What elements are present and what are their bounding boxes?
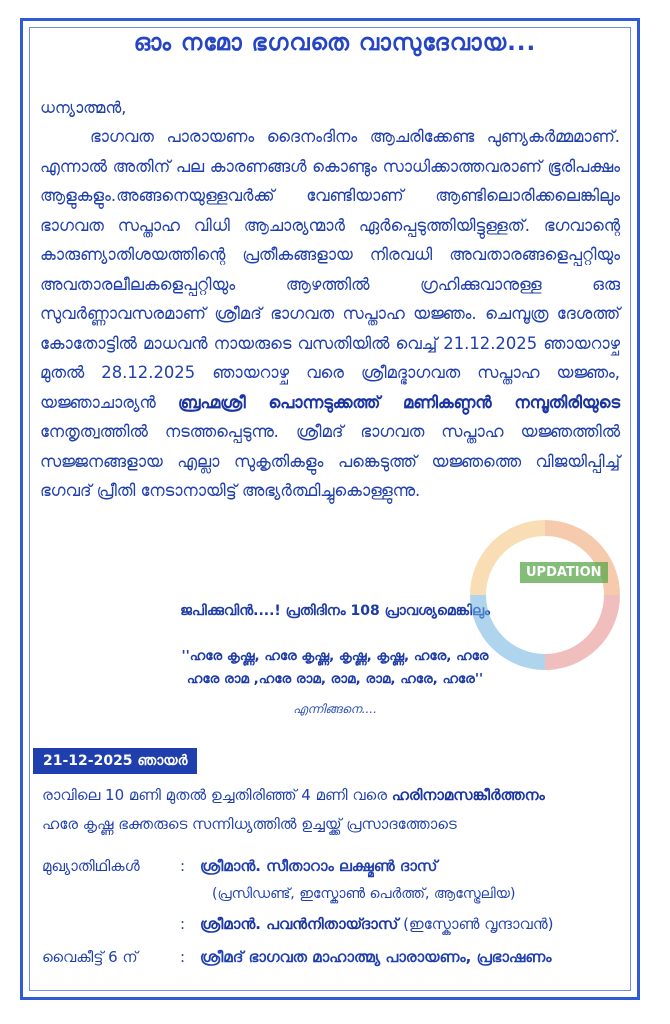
program-line-2: ഹരേ കൃഷ്ണ ഭക്തരുടെ സന്നിധ്യത്തിൽ ഉച്ചയ്ക്ക് പ്രസാദത്തോടെ xyxy=(42,815,457,833)
acharya-name: ബ്രഹ്മശ്രീ പൊന്നടുക്കത്ത് മണികണ്ഠൻ നമ്പൂതിരിയുടെ xyxy=(178,392,620,412)
watermark-badge: UPDATION xyxy=(520,562,608,583)
paragraph-part-2: നേതൃത്വത്തിൽ നടത്തപ്പെടുന്നു. ശ്രീമദ് ഭാഗവത സപ്താഹ യജ്ഞത്തിൽ സജ്ജനങ്ങളായ എല്ലാ സുകൃതികളും പങ്കെടുത്ത് യജ്ഞത്തെ വിജയിപ്പിച്ച് ഭഗവദ് പ്രീതി നേടാനായിട്ട് അഭ്യർത്ഥിച്ചുകൊള്ളുന്നു. xyxy=(40,422,620,500)
guest-2-name: ശ്രീമാൻ. പവൻനിതായ്ദാസ് xyxy=(200,915,399,933)
date-badge: 21-12-2025 ഞായർ xyxy=(33,748,197,774)
evening-colon: : xyxy=(180,948,186,966)
evening-label: വൈകീട്ട് 6 ന് xyxy=(42,948,138,966)
program-time: രാവിലെ 10 മണി മുതൽ ഉച്ചതിരിഞ്ഞ് 4 മണി വരെ xyxy=(42,786,392,804)
guests-label: മുഖ്യാതിഥികൾ xyxy=(42,857,140,875)
guests-colon: : xyxy=(180,857,186,875)
guest-2 xyxy=(200,915,553,933)
chant-intro: ജപിക്കുവിൻ....! പ്രതിദിനം 108 പ്രാവശ്യമെങ്കിലും xyxy=(180,603,490,619)
guest-2-colon: : xyxy=(180,915,186,933)
watermark-logo-icon xyxy=(470,520,620,670)
mantra-line-1: ''ഹരേ കൃഷ്ണ, ഹരേ കൃഷ്ണ, കൃഷ്ണ, കൃഷ്ണ, ഹരേ, ഹരേ xyxy=(181,648,489,664)
program-line-1 xyxy=(42,786,545,804)
guest-1-name: ശ്രീമാൻ. സീതാറാം ലക്ഷ്മൺ ദാസ് xyxy=(200,857,438,875)
salutation: ധന്യാത്മൻ, xyxy=(40,98,127,117)
guest-2-detail: (ഇസ്കോൺ വൃന്ദാവൻ) xyxy=(398,915,554,933)
invitation-paragraph xyxy=(40,122,620,506)
mantra-line-2: ഹരേ രാമ ,ഹരേ രാമ, രാമ, രാമ, ഹരേ, ഹരേ'' xyxy=(186,671,484,687)
guest-1-detail: (പ്രസിഡണ്ട്, ഇസ്കോൺ പെർത്ത്, ആസ്ട്രേലിയ) xyxy=(212,886,516,902)
program-event: ഹരിനാമസങ്കീർത്തനം xyxy=(391,786,545,804)
mantra-suffix: എന്നിങ്ങനെ.... xyxy=(293,702,377,716)
page-title: ഓം നമോ ഭഗവതെ വാസുദേവായ... xyxy=(133,30,537,56)
evening-event: ശ്രീമദ് ഭാഗവത മാഹാത്മ്യ പാരായണം, പ്രഭാഷണം xyxy=(200,948,552,966)
paragraph-part-1: ഭാഗവത പാരായണം ദൈനംദിനം ആചരിക്കേണ്ട പുണ്യകർമ്മമാണ്. എന്നാൽ അതിന് പല കാരണങ്ങൾ കൊണ്ടും സാധിക്കാത്തവരാണ് ഭൂരിപക്ഷം ആളുകളും.അങ്ങനെയുള്ളവർക്ക് വേണ്ടിയാണ് ആണ്ടിലൊരിക്കലെങ്കിലും ഭാഗവത സപ്താഹ വിധി ആചാര്യന്മാർ ഏർപ്പെടുത്തിയിട്ടുള്ളത്. ഭഗവാന്റെ കാരുണ്യാതിശയത്തിന്റെ പ്രതീകങ്ങളായ നിരവധി അവതാരങ്ങളെപ്പറ്റിയും അവതാരലീലകളെപ്പറ്റിയും ആഴത്തിൽ ഗ്രഹിക്കുവാനുള്ള ഒരു സുവർണ്ണാവസരമാണ് ശ്രീമദ് ഭാഗവത സപ്താഹ യജ്ഞം. ചെമ്പൂത്ര ദേശത്ത് കോതോട്ടിൽ മാധവൻ നായരുടെ വസതിയിൽ വെച്ച് 21.12.2025 ഞായറാഴ്ച മുതൽ 28.12.2025 ഞായറാഴ്ച വരെ ശ്രീമദ്ഭാഗവത സപ്താഹ യജ്ഞം, യജ്ഞാചാര്യൻ xyxy=(40,127,620,412)
